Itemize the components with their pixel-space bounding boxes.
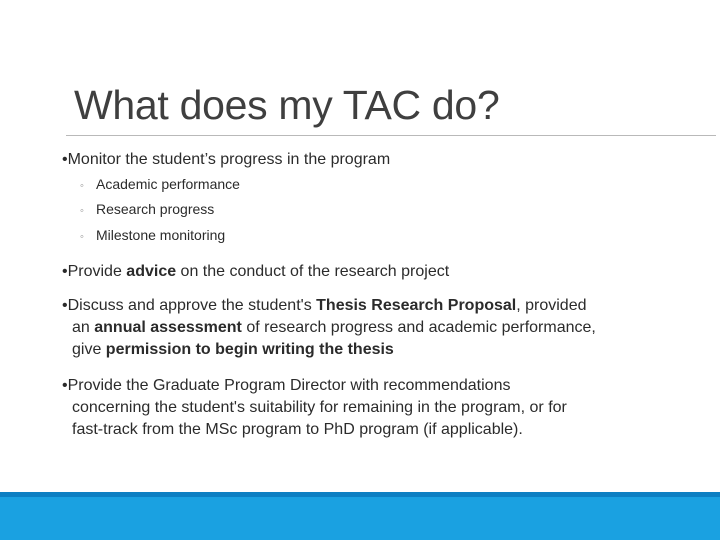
subitem-label: Academic performance — [96, 176, 240, 192]
sub-bullet-marker: ◦ — [80, 205, 84, 217]
bullet-provide-advice — [62, 261, 682, 283]
bullet-line: •Provide the Graduate Program Director with recommendations — [62, 377, 511, 394]
bullet-line: fast-track from the MSc program to PhD program (if applicable). — [72, 421, 523, 438]
subitem-label: Milestone monitoring — [96, 227, 226, 243]
subitem-research-progress — [80, 201, 214, 217]
bullet-text-part: •Provide — [62, 263, 127, 280]
bullet-text-part: , provided — [516, 297, 587, 314]
bullet-text-part: •Discuss and approve the student's — [62, 297, 317, 314]
bullet-text-part: on the conduct of the research project — [176, 263, 450, 280]
subitem-academic-performance — [80, 176, 240, 192]
title-divider — [66, 135, 716, 136]
bullet-bold-text: Thesis Research Proposal — [316, 297, 517, 314]
sub-bullet-marker: ◦ — [80, 180, 84, 192]
bullet-line: concerning the student's suitability for remaining in the program, or for — [72, 399, 567, 416]
bullet-text-part: give — [72, 341, 106, 358]
bullet-provide-director-recommendations — [62, 375, 682, 441]
sub-bullet-marker: ◦ — [80, 231, 84, 243]
bullet-bold-text: annual assessment — [94, 319, 242, 336]
subitem-milestone-monitoring — [80, 227, 225, 243]
bullet-text-part: an — [72, 319, 95, 336]
bullet-line — [62, 295, 682, 317]
bullet-discuss-approve — [62, 295, 682, 361]
bullet-line — [62, 317, 682, 339]
footer-accent-bar — [0, 497, 720, 540]
bullet-bold-text: advice — [126, 263, 177, 280]
bullet-line — [62, 339, 682, 361]
bullet-text-part: of research progress and academic performance, — [241, 319, 596, 336]
bullet-bold-text: permission to begin writing the thesis — [105, 341, 394, 358]
bullet-text: •Monitor the student’s progress in the program — [62, 151, 391, 168]
bullet-monitor-progress — [62, 149, 682, 171]
subitem-label: Research progress — [96, 201, 215, 217]
slide-title: What does my TAC do? — [74, 82, 500, 128]
